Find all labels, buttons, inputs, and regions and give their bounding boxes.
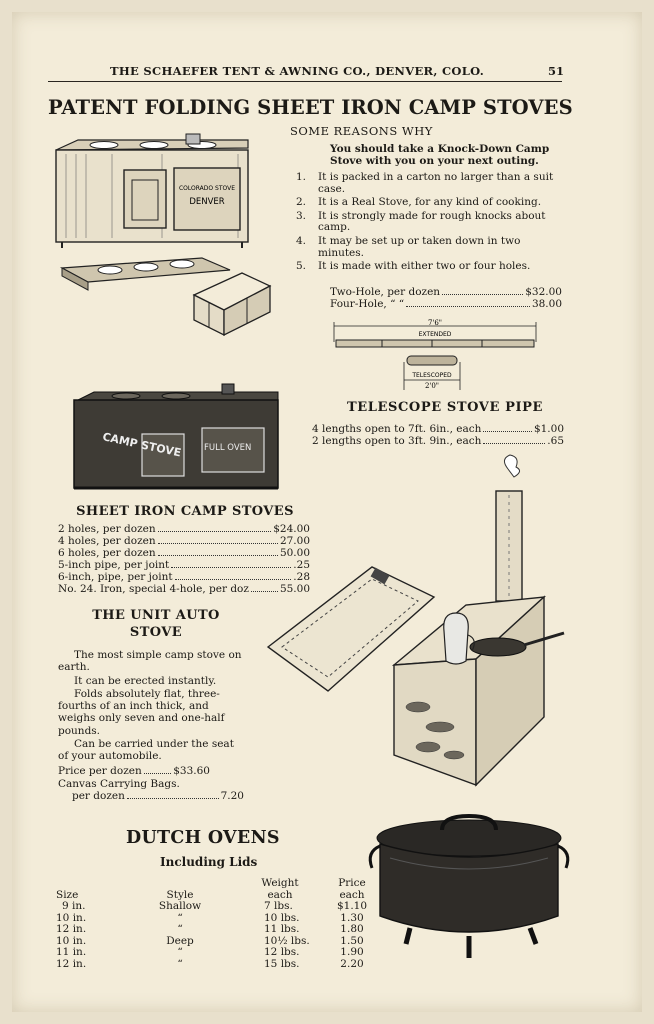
telescope-pipe-diagram <box>330 318 545 398</box>
price-row: 6-inch, pipe, per joint .28 <box>58 571 310 583</box>
telescope-pipe-price-list <box>312 423 564 447</box>
list-item: 1. It is packed in a carton no larger than a suit case. <box>296 171 554 195</box>
list-item: 4. It may be set up or taken down in two minutes. <box>296 234 521 259</box>
table-row: 11 in. “ 12 lbs. 1.90 <box>56 946 364 958</box>
page-title: PATENT FOLDING SHEET IRON CAMP STOVES <box>48 96 573 119</box>
col-header-price-sub: each <box>339 888 365 901</box>
price-row: per dozen 7.20 <box>72 790 244 802</box>
col-header-size: Size <box>56 888 79 901</box>
full-oven-text: FULL OVEN <box>204 443 252 453</box>
price-row: Four-Hole, “ “ 38.00 <box>330 298 562 310</box>
reasons-list <box>296 172 566 275</box>
unit-auto-heading: THE UNIT AUTO STOVE <box>92 608 220 640</box>
price-row: Price per dozen $33.60 <box>58 765 210 777</box>
price-row: No. 24. Iron, special 4-hole, per doz 55.00 <box>58 583 310 595</box>
table-row: 9 in. Shallow 7 lbs. $1.10 <box>62 900 368 912</box>
extended-label: EXTENDED <box>418 331 452 338</box>
stove-brand-text: COLORADO STOVE <box>178 185 236 192</box>
col-header-price: Price <box>338 877 366 889</box>
price-row: Two-Hole, per dozen $32.00 <box>330 286 562 298</box>
dutch-oven-illustration <box>366 812 572 972</box>
dutch-ovens-subheading: Including Lids <box>160 855 258 869</box>
dutch-ovens-heading: DUTCH OVENS <box>126 828 280 848</box>
camp-stove-illustration <box>66 384 292 496</box>
telescoped-label: TELESCOPED <box>412 372 452 379</box>
unit-auto-price <box>58 765 210 777</box>
extended-length: 7'6" <box>427 319 443 327</box>
table-header-row <box>56 890 378 902</box>
price-row: 4 holes, per dozen 27.00 <box>58 535 310 547</box>
list-item: 3. It is strongly made for rough knocks about camp. <box>296 209 546 234</box>
bags-price <box>72 790 244 802</box>
telescoped-length: 2'0" <box>424 382 440 390</box>
page-number: 51 <box>548 64 565 78</box>
table-row: 10 in. Deep 10½ lbs. 1.50 <box>56 934 364 947</box>
dutch-ovens-table <box>56 878 378 970</box>
col-header-style: Style <box>166 888 194 901</box>
col-header-weight-sub: each <box>267 888 293 901</box>
table-row: 10 in. “ 10 lbs. 1.30 <box>56 911 364 924</box>
unit-auto-description <box>58 649 244 764</box>
running-header: THE SCHAEFER TENT & AWNING CO., DENVER, COLO. <box>110 64 485 78</box>
price-row: 2 lengths open to 3ft. 9in., each .65 <box>312 435 564 447</box>
price-row: 5-inch pipe, per joint .25 <box>58 559 310 571</box>
camp-stove-text: CAMP STOVE <box>101 430 183 460</box>
paragraph: The most simple camp stove on earth. <box>58 649 242 674</box>
paragraph: Can be carried under the seat of your automobile. <box>58 738 234 763</box>
table-header-row <box>56 878 378 890</box>
col-header-weight: Weight <box>261 877 299 889</box>
price-row: 2 holes, per dozen $24.00 <box>58 523 310 535</box>
reasons-intro: You should take a Knock-Down Camp Stove with you on your next outing. <box>330 143 550 167</box>
folding-stove-illustration <box>52 130 282 340</box>
header-rule <box>48 81 562 82</box>
telescope-pipe-heading: TELESCOPE STOVE PIPE <box>346 400 544 415</box>
table-row: 12 in. “ 15 lbs. 2.20 <box>56 957 364 970</box>
table-row: 12 in. “ 11 lbs. 1.80 <box>56 923 364 935</box>
bags-label: Canvas Carrying Bags. <box>58 778 180 790</box>
price-row: 6 holes, per dozen 50.00 <box>58 547 310 559</box>
knockdown-price-list <box>330 286 562 310</box>
paragraph: It can be erected instantly. <box>74 674 217 687</box>
paragraph: Folds absolutely flat, three-fourths of an inch thick, and weighs only seven and one-half pounds. <box>58 687 225 737</box>
reasons-heading: SOME REASONS WHY <box>290 124 433 138</box>
unit-auto-stove-illustration <box>268 455 568 795</box>
stove-brand-city: DENVER <box>189 197 225 207</box>
price-row: 4 lengths open to 7ft. 6in., each $1.00 <box>312 423 564 435</box>
sheet-iron-heading: SHEET IRON CAMP STOVES <box>76 504 294 519</box>
list-item: 5. It is made with either two or four holes. <box>296 260 531 273</box>
list-item: 2. It is a Real Stove, for any kind of cooking. <box>296 196 542 209</box>
